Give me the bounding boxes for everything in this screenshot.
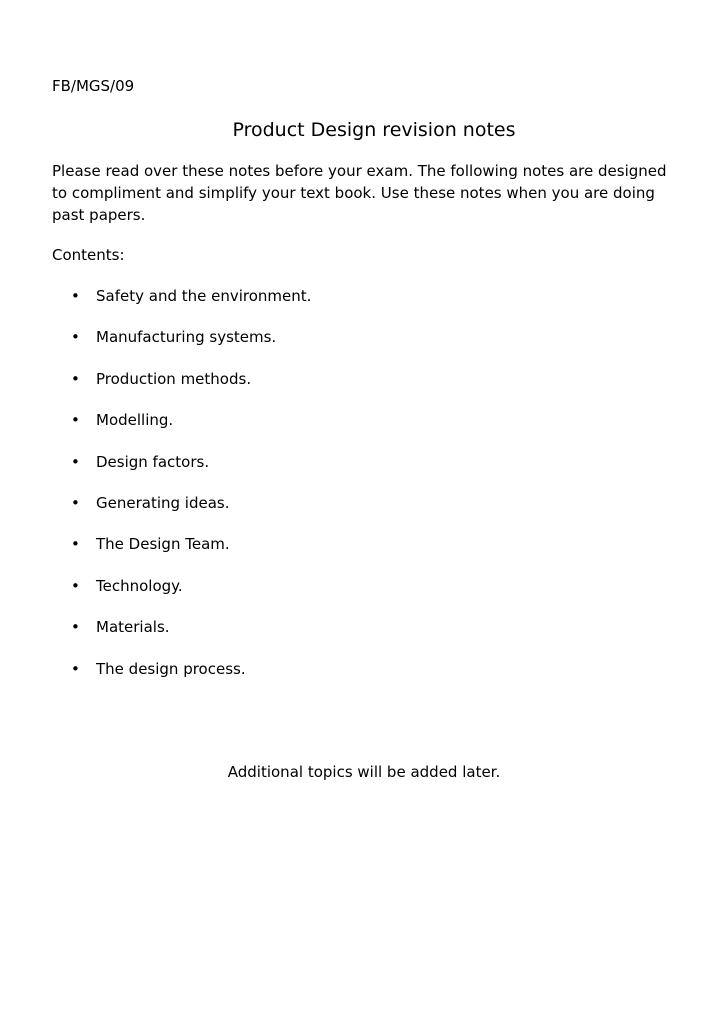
bullet-icon: • [71,287,80,305]
list-item-text: Manufacturing systems. [96,328,277,347]
footer-note [0,762,728,782]
list-item-text: The design process. [96,659,246,678]
list-item-text: The Design Team. [96,535,230,554]
bullet-icon: • [71,576,80,595]
document-title-text: Product Design revision notes [232,119,516,141]
intro-paragraph: Please read over these notes before your exam. The following notes are designed to compliment and simplify your text book. Use these notes when you are doing past papers. [52,162,667,224]
bullet-icon: • [71,452,80,471]
bullet-icon: • [71,535,80,554]
bullet-icon: • [71,411,80,430]
document-reference: FB/MGS/09 [52,77,135,95]
list-item-text: Design factors. [96,452,210,471]
list-item-text: Safety and the environment. [96,287,312,305]
document-title [0,117,728,143]
bullet-icon: • [71,328,80,347]
list-item-text: Generating ideas. [96,493,230,512]
bullet-icon: • [71,369,80,388]
bullet-icon: • [71,659,80,678]
bullet-icon: • [71,493,80,512]
contents-heading: Contents: [52,246,125,264]
bullet-icon: • [71,618,80,637]
list-item-text: Technology. [96,576,183,595]
list-item-text: Production methods. [96,369,252,388]
list-item-text: Materials. [96,618,170,637]
list-item-text: Modelling. [96,411,174,430]
footer-note-text: Additional topics will be added later. [227,763,501,781]
